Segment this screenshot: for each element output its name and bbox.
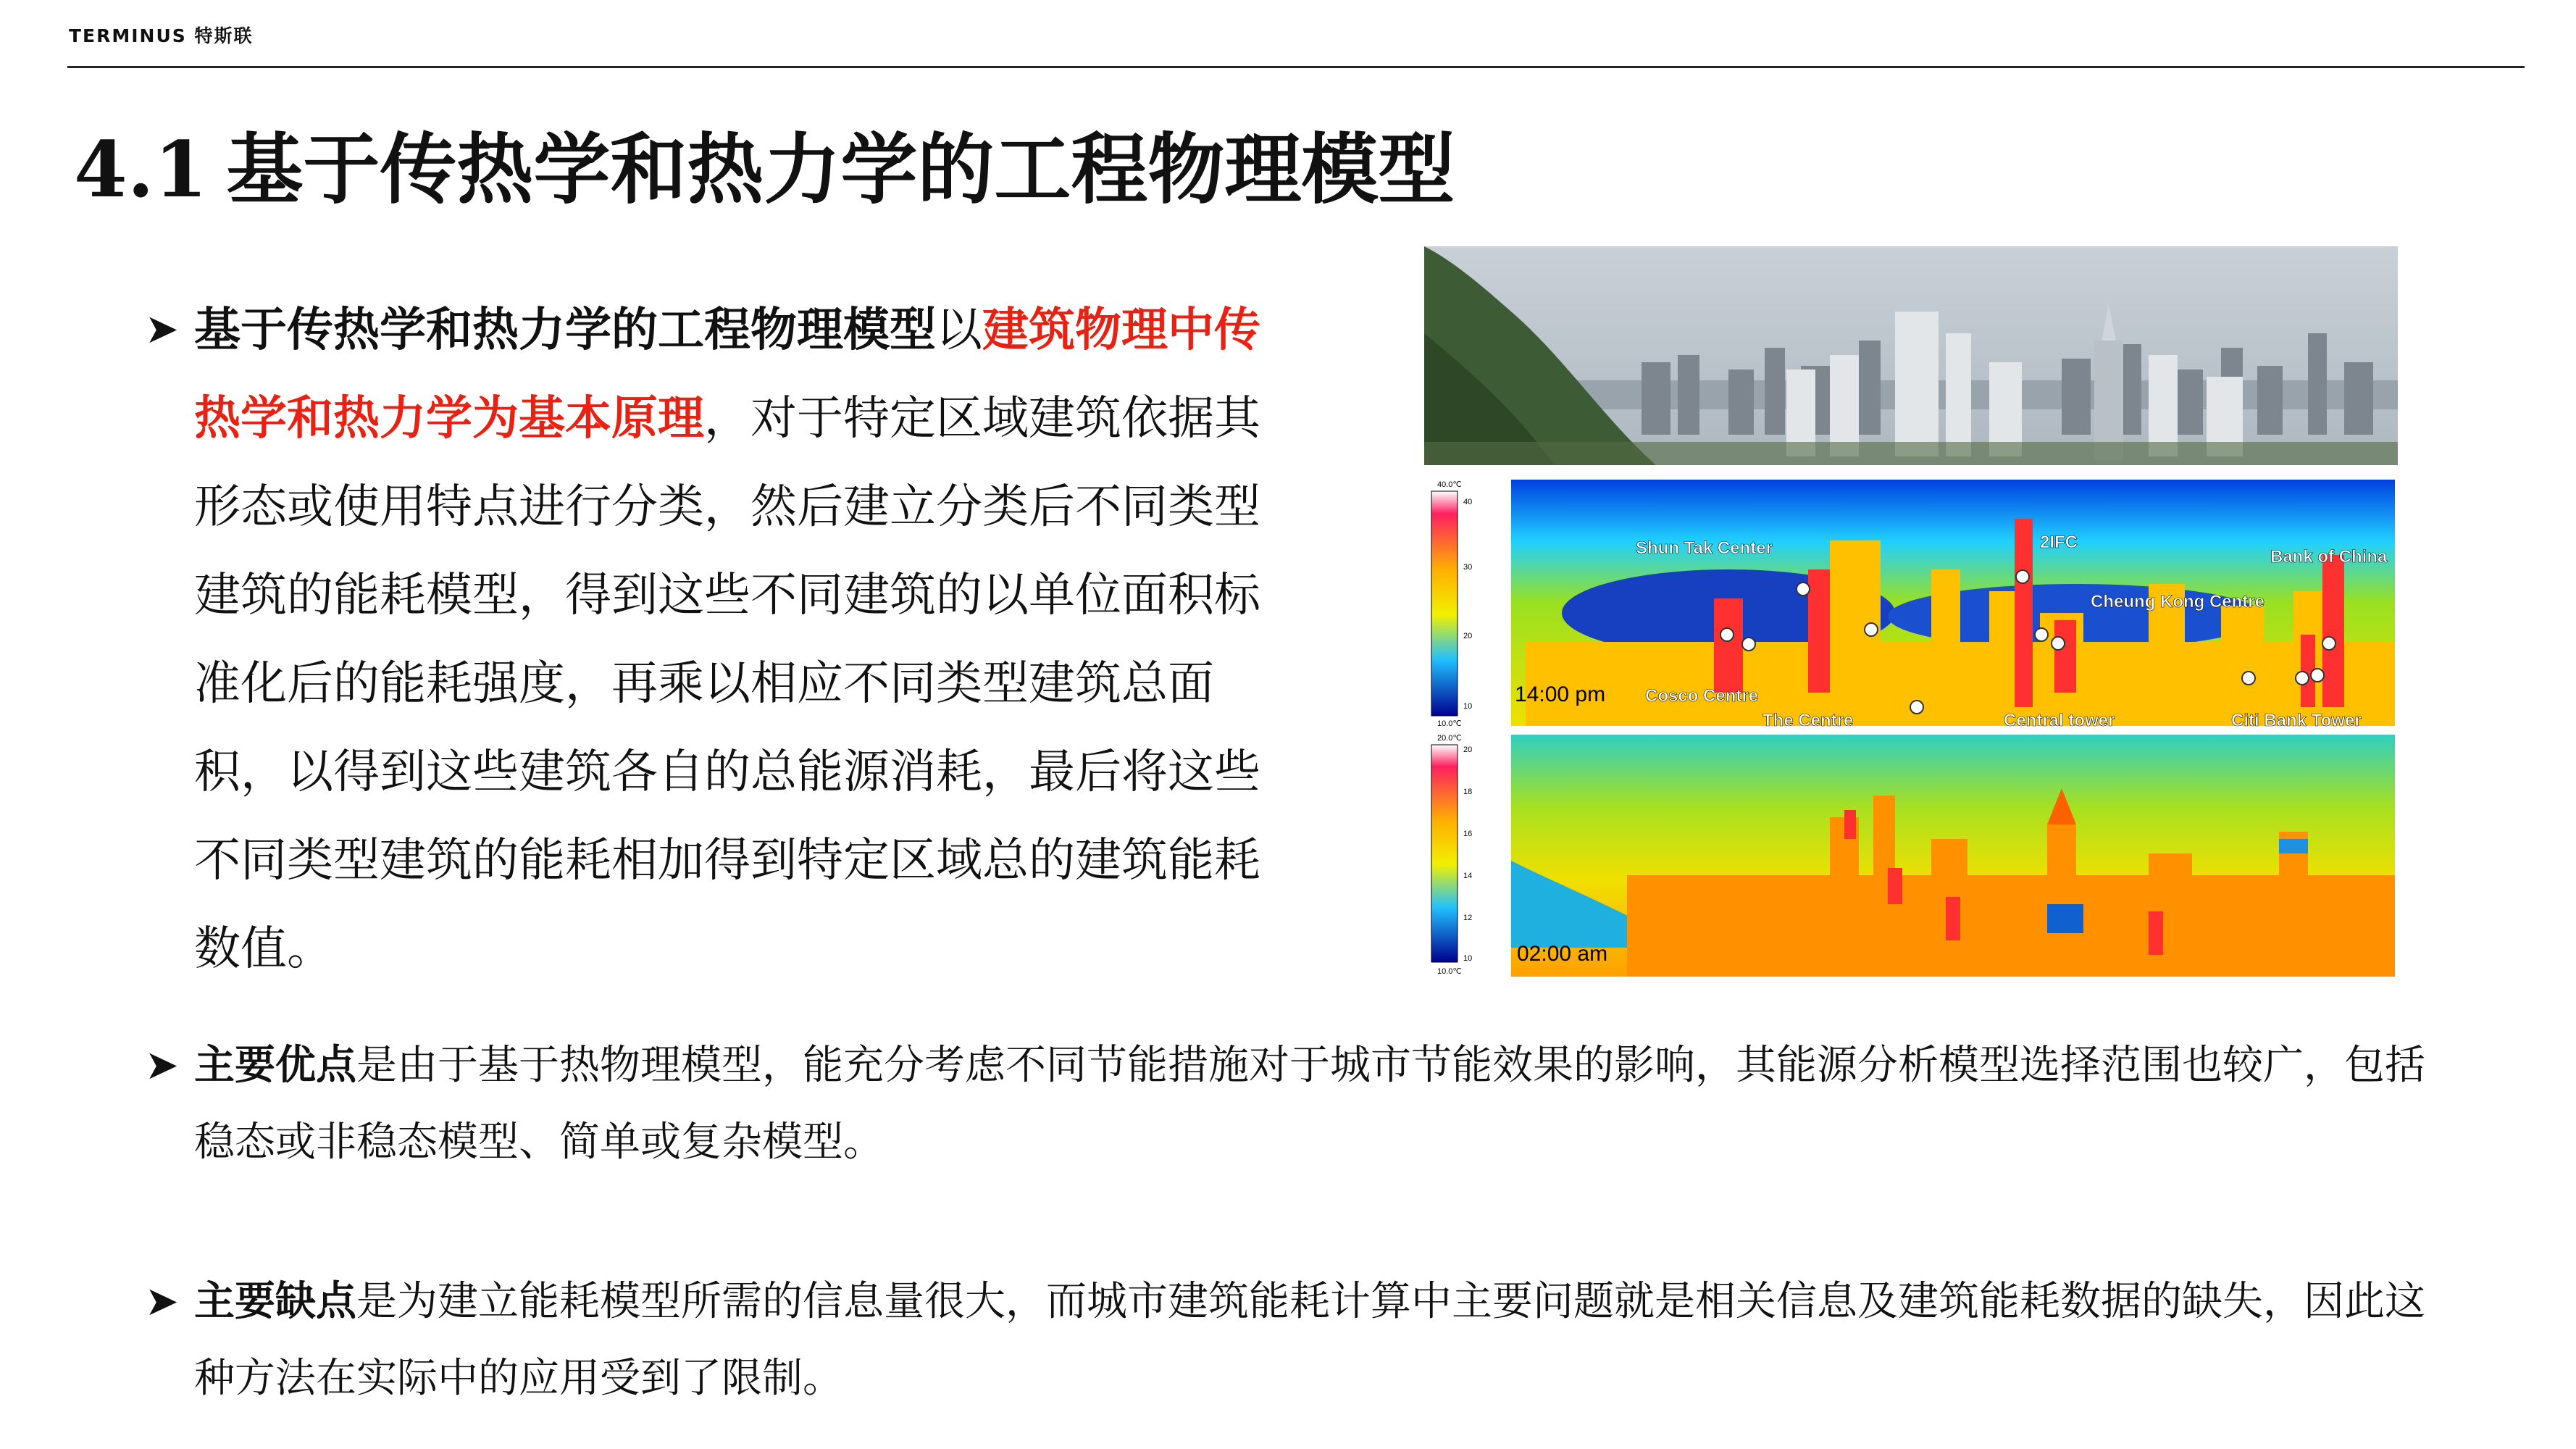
building-label: The Centre [1762, 711, 1854, 729]
scale-tick: 14 [1463, 872, 1473, 880]
bullet-arrow-icon: ➤ [145, 1278, 179, 1325]
building-label: Bank of China [2270, 547, 2388, 567]
page-title [74, 109, 1455, 219]
scale-tick: 12 [1463, 914, 1473, 922]
scale-top-label: 40.0℃ [1437, 480, 1462, 489]
scale-tick: 18 [1463, 788, 1473, 796]
timestamp-label: 02:00 am [1517, 942, 1608, 966]
scale-bottom-label: 10.0℃ [1437, 967, 1462, 976]
building-label: Citi Bank Tower [2231, 711, 2362, 729]
building-label: Central tower [2004, 711, 2115, 729]
bullet-advantages [194, 1027, 2454, 1181]
figure-hongkong-thermal [1424, 246, 2398, 978]
building-label: Shun Tak Center [1636, 538, 1773, 558]
scale-tick: 20 [1463, 746, 1473, 754]
section-number: 4.1 [74, 124, 208, 214]
thermal-image-night [1424, 730, 2398, 978]
scale-tick: 20 [1463, 632, 1473, 640]
building-label: Cosco Centre [1645, 686, 1759, 706]
timestamp-label: 14:00 pm [1515, 682, 1606, 706]
header-divider [67, 66, 2525, 68]
bullet-bold-lead: 基于传热学和热力学的工程物理模型 [194, 304, 936, 357]
scale-tick: 16 [1463, 830, 1473, 838]
building-label: Cheung Kong Centre [2091, 592, 2265, 611]
bullet-text: 以 [936, 304, 982, 357]
thermal-image-day [1424, 475, 2398, 729]
scale-tick: 40 [1463, 498, 1473, 506]
bullet-arrow-icon: ➤ [145, 306, 179, 353]
bullet-arrow-icon: ➤ [145, 1042, 179, 1089]
section-title: 基于传热学和热力学的工程物理模型 [226, 125, 1455, 214]
scale-tick: 30 [1463, 563, 1473, 572]
scale-tick: 10 [1463, 954, 1473, 963]
building-label: 2IFC [2040, 533, 2078, 552]
bullet-physical-model [194, 286, 1281, 993]
bullet-highlight: 建筑物理中传热学和热力学为基本原理 [194, 304, 1260, 446]
bullet-text: 是由于基于热物理模型，能充分考虑不同节能措施对于城市节能效果的影响，其能源分析模型选择范围也较广，包括稳态或非稳态模型、简单或复杂模型。 [194, 1042, 2425, 1166]
bullet-disadvantages [194, 1264, 2454, 1417]
scale-top-label: 20.0℃ [1437, 734, 1462, 743]
scale-tick: 10 [1463, 702, 1473, 711]
bullet-text: ，对于特定区域建筑依据其形态或使用特点进行分类，然后建立分类后不同类型建筑的能耗模型，得到这些不同建筑的以单位面积标准化后的能耗强度，再乘以相应不同类型建筑总面积，以得到这些建筑各自的总能源消耗，最后将这些不同类型建筑的能耗相加得到特定区域总的建筑能耗数值。 [194, 392, 1260, 976]
bullet-bold-lead: 主要缺点 [194, 1278, 356, 1325]
scale-bottom-label: 10.0℃ [1437, 719, 1462, 728]
brand-logo: TERMINUS 特斯联 [69, 25, 254, 46]
bullet-text: 是为建立能耗模型所需的信息量很大，而城市建筑能耗计算中主要问题就是相关信息及建筑能耗数据的缺失，因此这种方法在实际中的应用受到了限制。 [194, 1278, 2425, 1402]
bullet-bold-lead: 主要优点 [194, 1042, 356, 1089]
skyline-photo [1424, 246, 2398, 465]
